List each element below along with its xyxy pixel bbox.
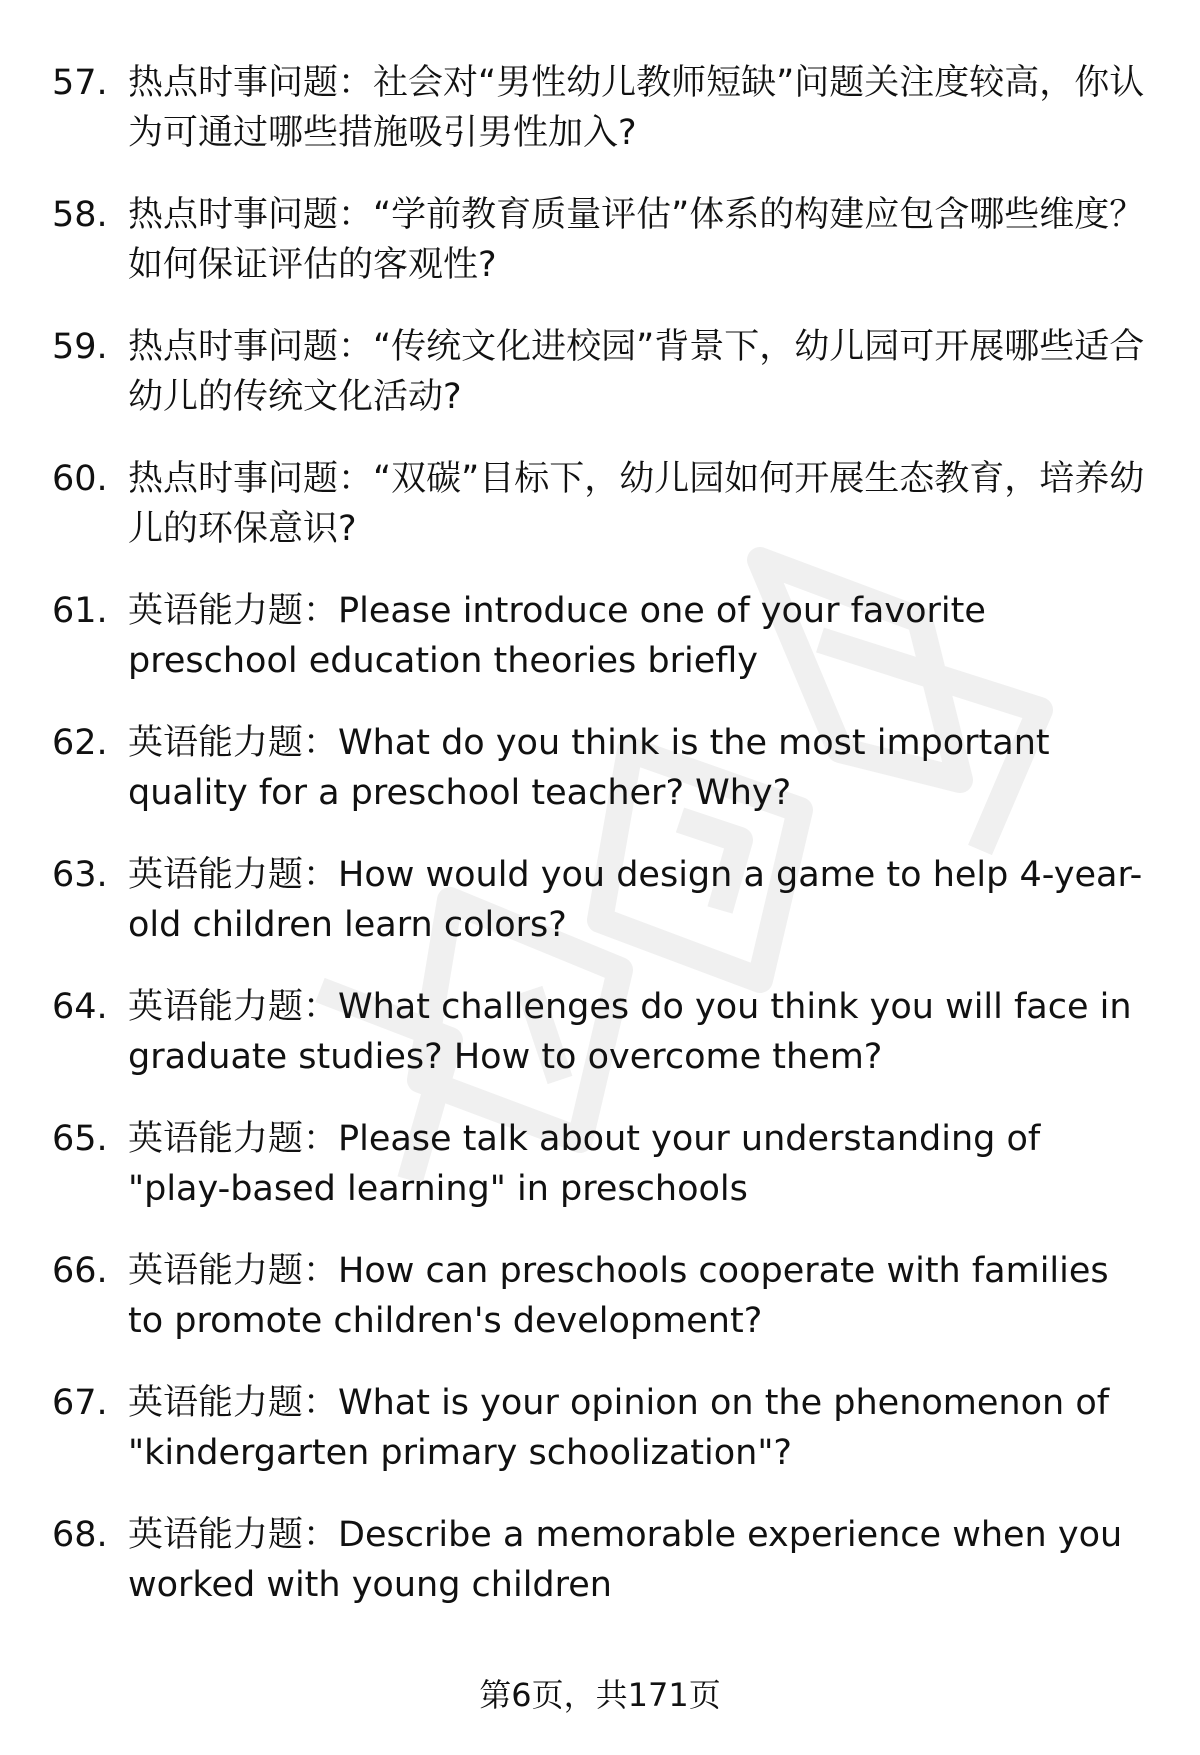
question-number: 62.: [52, 723, 108, 763]
question-number: 58.: [52, 195, 108, 235]
list-item: [0, 1378, 1200, 1510]
question-number: 65.: [52, 1119, 108, 1159]
list-item: [0, 454, 1200, 586]
question-number: 60.: [52, 459, 108, 499]
question-number: 64.: [52, 987, 108, 1027]
question-text: 热点时事问题：“传统文化进校园”背景下，幼儿园可开展哪些适合幼儿的传统文化活动?: [128, 327, 1145, 417]
list-item: [0, 1510, 1200, 1642]
question-text: 热点时事问题：“学前教育质量评估”体系的构建应包含哪些维度？如何保证评估的客观性?: [128, 195, 1145, 285]
question-number: 57.: [52, 63, 108, 103]
question-number: 66.: [52, 1251, 108, 1291]
question-number: 59.: [52, 327, 108, 367]
list-item: [0, 190, 1200, 322]
question-text: 英语能力题：How can preschools cooperate with families to promote children's development?: [128, 1251, 1109, 1341]
question-text: 英语能力题：Please introduce one of your favorite preschool education theories briefly: [128, 591, 986, 681]
list-item: [0, 58, 1200, 190]
question-text: 英语能力题：How would you design a game to help 4-year-old children learn colors?: [128, 855, 1143, 945]
question-number: 63.: [52, 855, 108, 895]
question-text: 热点时事问题：“双碳”目标下，幼儿园如何开展生态教育，培养幼儿的环保意识?: [128, 459, 1145, 549]
question-text: 英语能力题：What is your opinion on the phenomenon of "kindergarten primary schoolization"?: [128, 1383, 1110, 1473]
list-item: [0, 982, 1200, 1114]
question-text: 英语能力题：Describe a memorable experience when you worked with young children: [128, 1515, 1123, 1605]
question-list: [0, 58, 1200, 1642]
question-number: 67.: [52, 1383, 108, 1423]
question-number: 61.: [52, 591, 108, 631]
question-text: 英语能力题：Please talk about your understanding of "play-based learning" in preschools: [128, 1119, 1041, 1209]
question-text: 热点时事问题：社会对“男性幼儿教师短缺”问题关注度较高，你认为可通过哪些措施吸引男性加入?: [128, 63, 1145, 153]
question-text: 英语能力题：What challenges do you think you will face in graduate studies? How to overcome them?: [128, 987, 1132, 1077]
list-item: [0, 322, 1200, 454]
page-footer: 第6页，共171页: [479, 1676, 721, 1714]
question-text: 英语能力题：What do you think is the most important quality for a preschool teacher? Why?: [128, 723, 1050, 813]
list-item: [0, 1246, 1200, 1378]
list-item: [0, 718, 1200, 850]
list-item: [0, 850, 1200, 982]
question-number: 68.: [52, 1515, 108, 1555]
list-item: [0, 586, 1200, 718]
list-item: [0, 1114, 1200, 1246]
